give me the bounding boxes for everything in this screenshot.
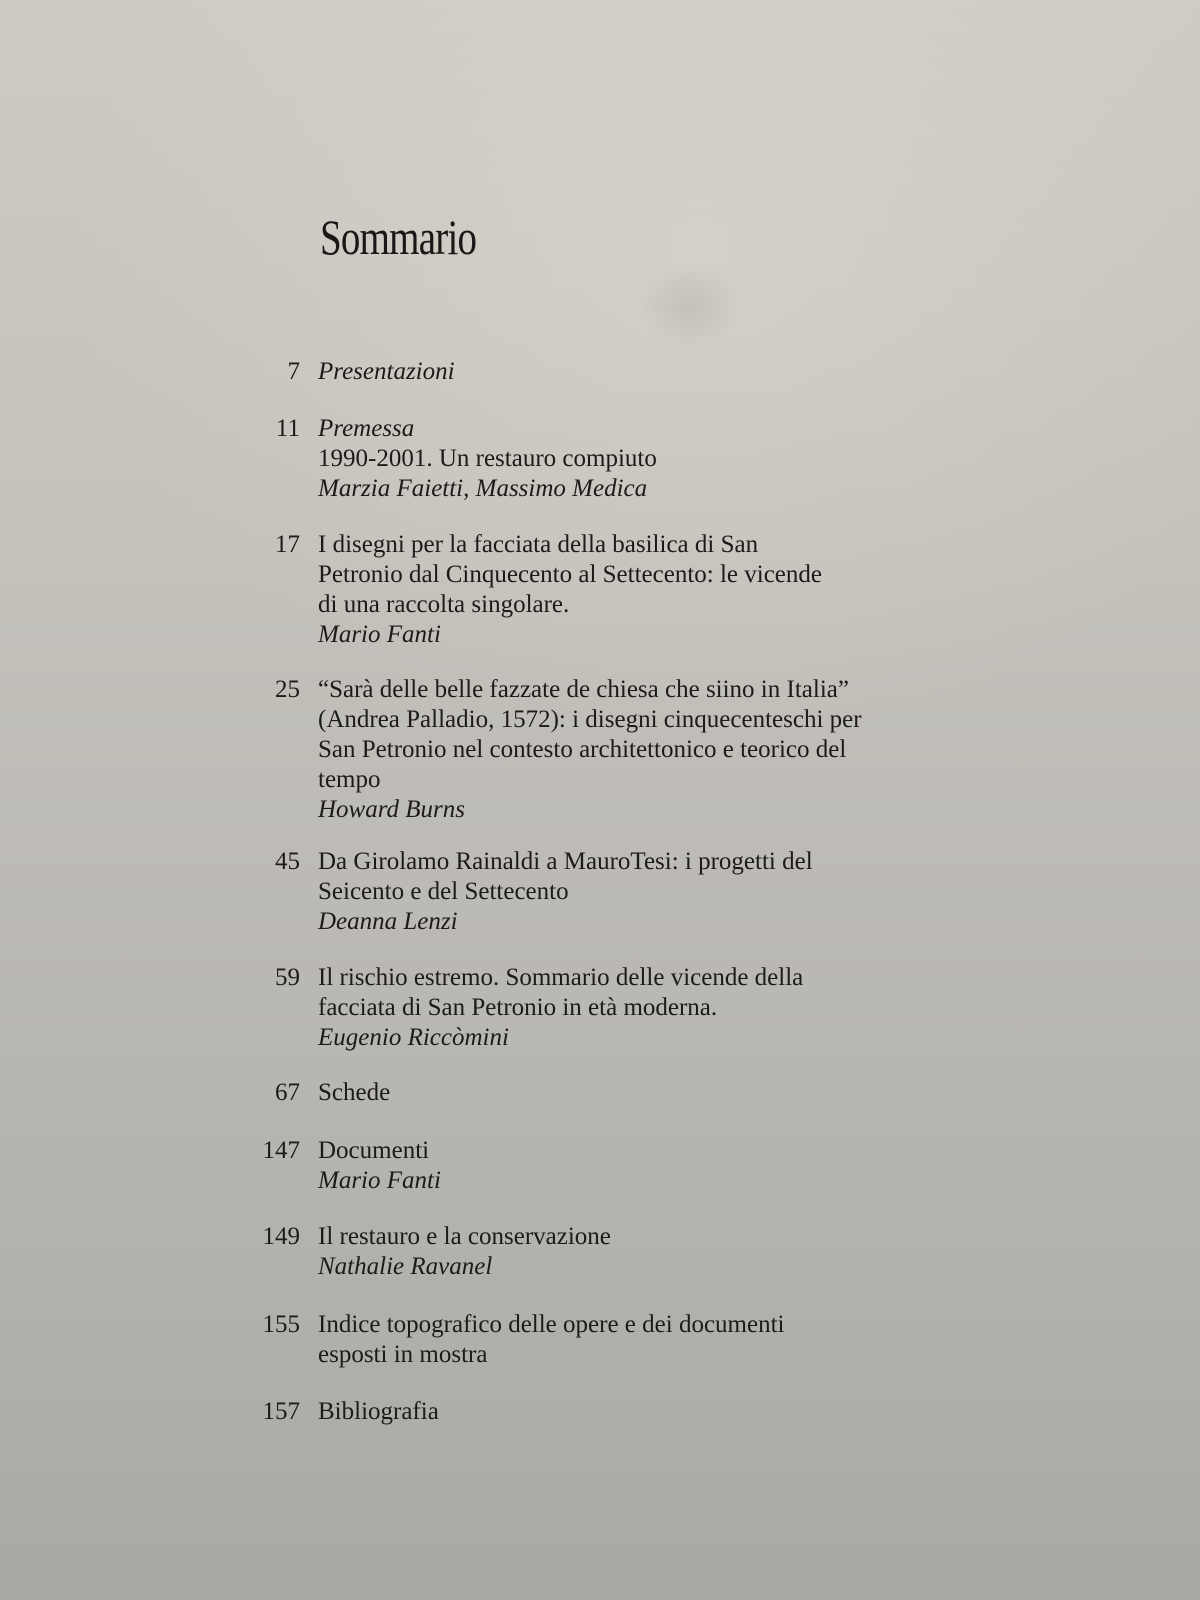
toc-page-number: 67	[275, 1079, 300, 1106]
toc-entry-text	[318, 1397, 878, 1427]
toc-line: (Andrea Palladio, 1572): i disegni cinquecenteschi per	[318, 706, 862, 733]
toc-line: 1990-2001. Un restauro compiuto	[318, 445, 657, 472]
toc-page-number: 17	[275, 531, 300, 558]
toc-entry-text	[318, 357, 878, 387]
toc-line: Schede	[318, 1079, 391, 1106]
toc-italic-line: Mario Fanti	[318, 621, 441, 648]
page-title: Sommario	[320, 209, 477, 265]
toc-page-number: 11	[275, 415, 300, 442]
toc-line: di una raccolta singolare.	[318, 591, 570, 618]
toc-entry-text	[318, 1078, 878, 1108]
toc-line: Indice topografico delle opere e dei documenti	[318, 1311, 785, 1338]
toc-page-number: 147	[262, 1137, 300, 1164]
toc-entry-text	[318, 963, 878, 1053]
toc-italic-line: Howard Burns	[318, 796, 466, 823]
toc-entry-text	[318, 414, 878, 504]
toc-line: facciata di San Petronio in età moderna.	[318, 994, 718, 1021]
toc-entry-text	[318, 847, 878, 937]
toc-line: Petronio dal Cinquecento al Settecento: le vicende	[318, 561, 823, 588]
toc-page-number: 7	[287, 358, 300, 385]
toc-italic-line: Eugenio Riccòmini	[318, 1024, 509, 1051]
toc-entry-text	[318, 675, 878, 825]
toc-line: “Sarà delle belle fazzate de chiesa che siino in Italia”	[318, 676, 849, 703]
toc-page-number: 45	[275, 848, 300, 875]
toc-line: Da Girolamo Rainaldi a MauroTesi: i progetti del	[318, 848, 813, 875]
toc-line: tempo	[318, 766, 381, 793]
toc-line: Il restauro e la conservazione	[318, 1223, 611, 1250]
toc-entry-text	[318, 1310, 878, 1370]
toc-line: esposti in mostra	[318, 1341, 488, 1368]
toc-italic-line: Nathalie Ravanel	[318, 1253, 493, 1280]
toc-page-number: 149	[262, 1223, 300, 1250]
toc-italic-line: Premessa	[318, 415, 415, 442]
toc-entry-text	[318, 1222, 878, 1282]
toc-line: Seicento e del Settecento	[318, 878, 569, 905]
toc-italic-line: Marzia Faietti, Massimo Medica	[318, 475, 648, 502]
toc-italic-line: Presentazioni	[318, 358, 455, 385]
toc-line: Documenti	[318, 1137, 430, 1164]
toc-line: Bibliografia	[318, 1398, 439, 1425]
toc-page-number: 59	[275, 964, 300, 991]
toc-line: I disegni per la facciata della basilica di San	[318, 531, 759, 558]
toc-italic-line: Deanna Lenzi	[318, 908, 458, 935]
toc-entry-text	[318, 530, 878, 650]
toc-line: San Petronio nel contesto architettonico e teorico del	[318, 736, 847, 763]
toc-line: Il rischio estremo. Sommario delle vicende della	[318, 964, 804, 991]
toc-page-number: 155	[262, 1311, 300, 1338]
toc-page-number: 25	[275, 676, 300, 703]
toc-page-number: 157	[262, 1398, 300, 1425]
toc-italic-line: Mario Fanti	[318, 1167, 441, 1194]
toc-entry-text	[318, 1136, 878, 1196]
